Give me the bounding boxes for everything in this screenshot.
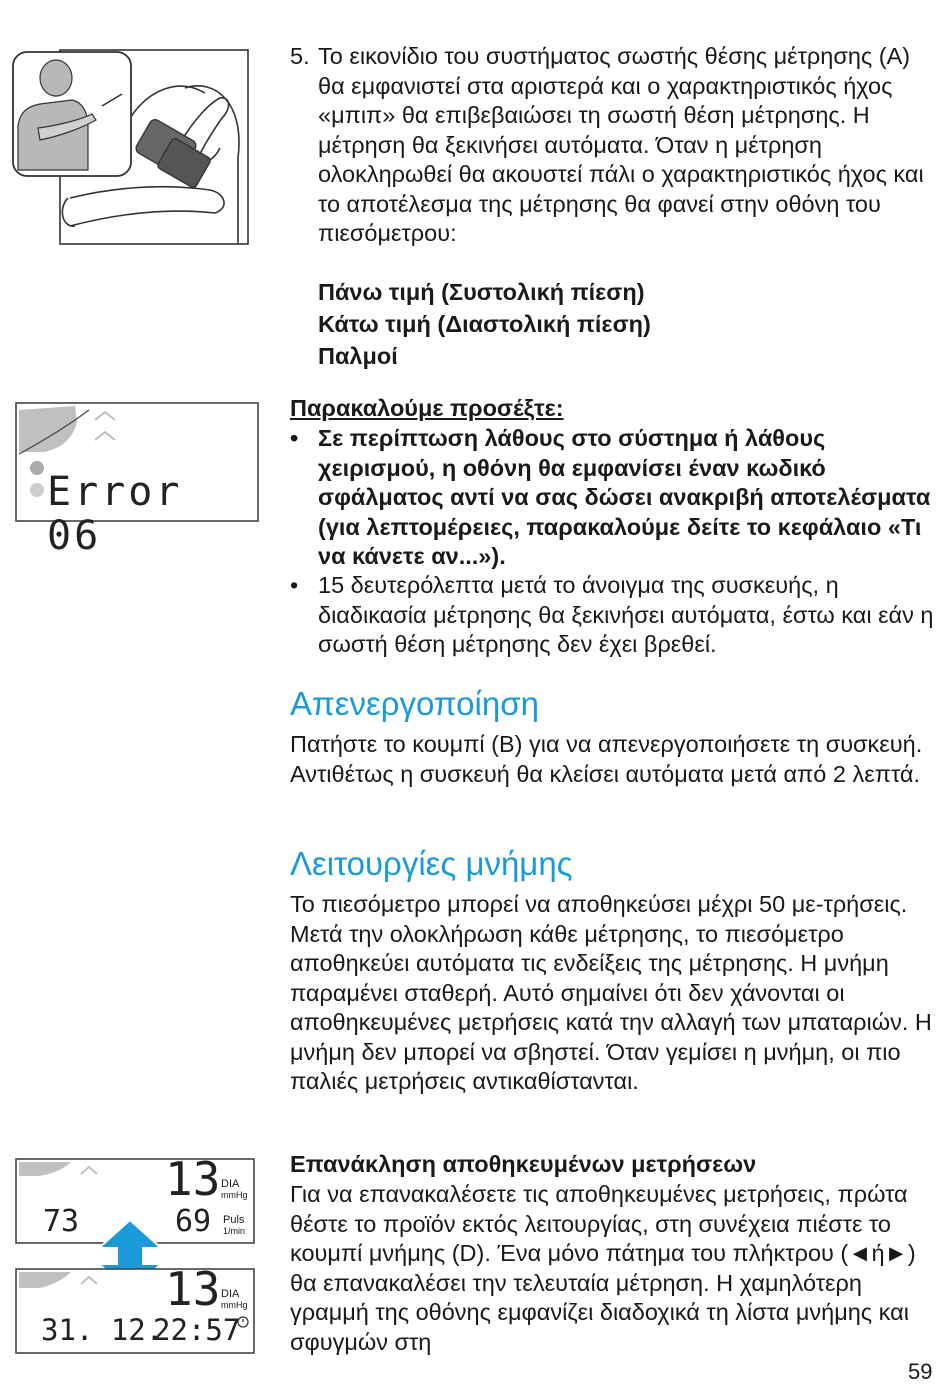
bullet-symbol: • xyxy=(290,425,299,451)
unit-mmhg-2: mmHg xyxy=(221,1300,248,1310)
error-code: Error 06 xyxy=(47,469,183,559)
step-5-text: Το εικονίδιο του συστήματος σωστής θέσης μέτρησης (A) θα εμφανιστεί στα αριστερά και ο χαρακτηριστικός ήχος «μπιπ» θα επιβεβαιώσει τη σωστή θέση μέτρησης. Η μέτρηση θα ξεκινήσει αυτόματα. Όταν η μέτρηση ολοκληρωθεί θα ακουστεί πάλι ο χαρακτηριστικός ήχος και το αποτέλεσμα της μέτρησης θα φανεί στην οθόνη του πιεσόμετρου: xyxy=(318,43,924,246)
measurement-position-illustration xyxy=(10,48,250,246)
recall-text: Για να επανακαλέσετε τις αποθηκευμένες μετρήσεις, πρώτα θέστε το προϊόν εκτός λειτουργίας, στη συνέχεια πιέστε το κουμπί μνήμης (D). Ένα μόνο πάτημα του πλήκτρου (◄ή►) θα επανακαλέσει την τελευταία μέτρηση. Η χαμηλότερη γραμμή της οθόνης εμφανίζει διαδοχικά τη λίστα μνήμης και σφυγμών στη xyxy=(290,1181,916,1355)
memory-left-value: 73 xyxy=(43,1204,80,1239)
unit-puls: Puls xyxy=(223,1214,245,1226)
unit-dia-2: DIA xyxy=(221,1288,240,1300)
recall-heading: Επανάκληση αποθηκευμένων μετρήσεων xyxy=(290,1151,757,1177)
unit-dia: DIA xyxy=(221,1178,240,1190)
measurement-values-list xyxy=(318,276,651,372)
unit-mmhg: mmHg xyxy=(221,1190,248,1200)
step-number: 5. xyxy=(290,43,310,69)
note-bullet-1 xyxy=(290,424,940,572)
value-pulse: Παλμοί xyxy=(318,343,398,369)
switch-off-text: Πατήστε το κουμπί (B) για να απενεργοποιήσετε τη συσκευή. Αντιθέτως η συσκευή θα κλείσει αυτόματα μετά από 2 λεπτά. xyxy=(290,731,923,787)
memory-top-value: 13 xyxy=(165,1152,221,1206)
note-bullet-1-text: Σε περίπτωση λάθους στο σύστημα ή λάθους χειρισμού, η οθόνη θα εμφανίσει έναν κωδικό σφάλματος αντί να σας δώσει ανακριβή αποτελέσματα (για λεπτομέρειες, παρακαλούμε δείτε το κεφάλαιο «Τι να κάνετε αν...»). xyxy=(318,425,931,569)
unit-min: 1/min xyxy=(223,1226,246,1236)
note-heading: Παρακαλούμε προσέξτε: xyxy=(290,395,564,421)
note-bullet-2-text: 15 δευτερόλεπτα μετά το άνοιγμα της συσκευής, η διαδικασία μέτρησης θα ξεκινήσει αυτόματα, έστω και εάν η σωστή θέση μέτρησης δεν έχει βρεθεί. xyxy=(318,572,934,657)
memory-time: 22:57 xyxy=(153,1313,241,1347)
bullet-symbol: • xyxy=(290,572,299,598)
memory-bottom-value: 13 xyxy=(165,1262,221,1316)
note-bullet-2 xyxy=(290,571,940,660)
value-diastolic: Κάτω τιμή (Διαστολική πίεση) xyxy=(318,311,651,337)
page-number: 59 xyxy=(908,1359,933,1384)
section-heading-switch-off: Απενεργοποίηση xyxy=(290,685,539,722)
memory-date: 31. 12. xyxy=(41,1313,164,1347)
memory-display-date xyxy=(15,1262,255,1354)
value-systolic: Πάνω τιμή (Συστολική πίεση) xyxy=(318,279,645,305)
memory-pulse-value: 69 xyxy=(175,1204,212,1239)
error-display xyxy=(15,402,259,559)
section-heading-memory: Λειτουργίες μνήμης xyxy=(290,845,573,882)
memory-text: Το πιεσόμετρο μπορεί να αποθηκεύσει μέχρι 50 με-τρήσεις. Μετά την ολοκλήρωση κάθε μέτρησης, το πιεσόμετρο αποθηκεύει αυτόματα τις ενδείξεις της μέτρησης. Η μνήμη παραμένει σταθερή. Αυτό σημαίνει ότι δεν χάνονται οι αποθηκευμένες μετρήσεις κατά την αλλαγή των μπαταριών. Η μνήμη δεν μπορεί να σβηστεί. Όταν γεμίσει η μνήμη, οι πιο παλιές μετρήσεις αντικαθίστανται. xyxy=(290,891,932,1094)
